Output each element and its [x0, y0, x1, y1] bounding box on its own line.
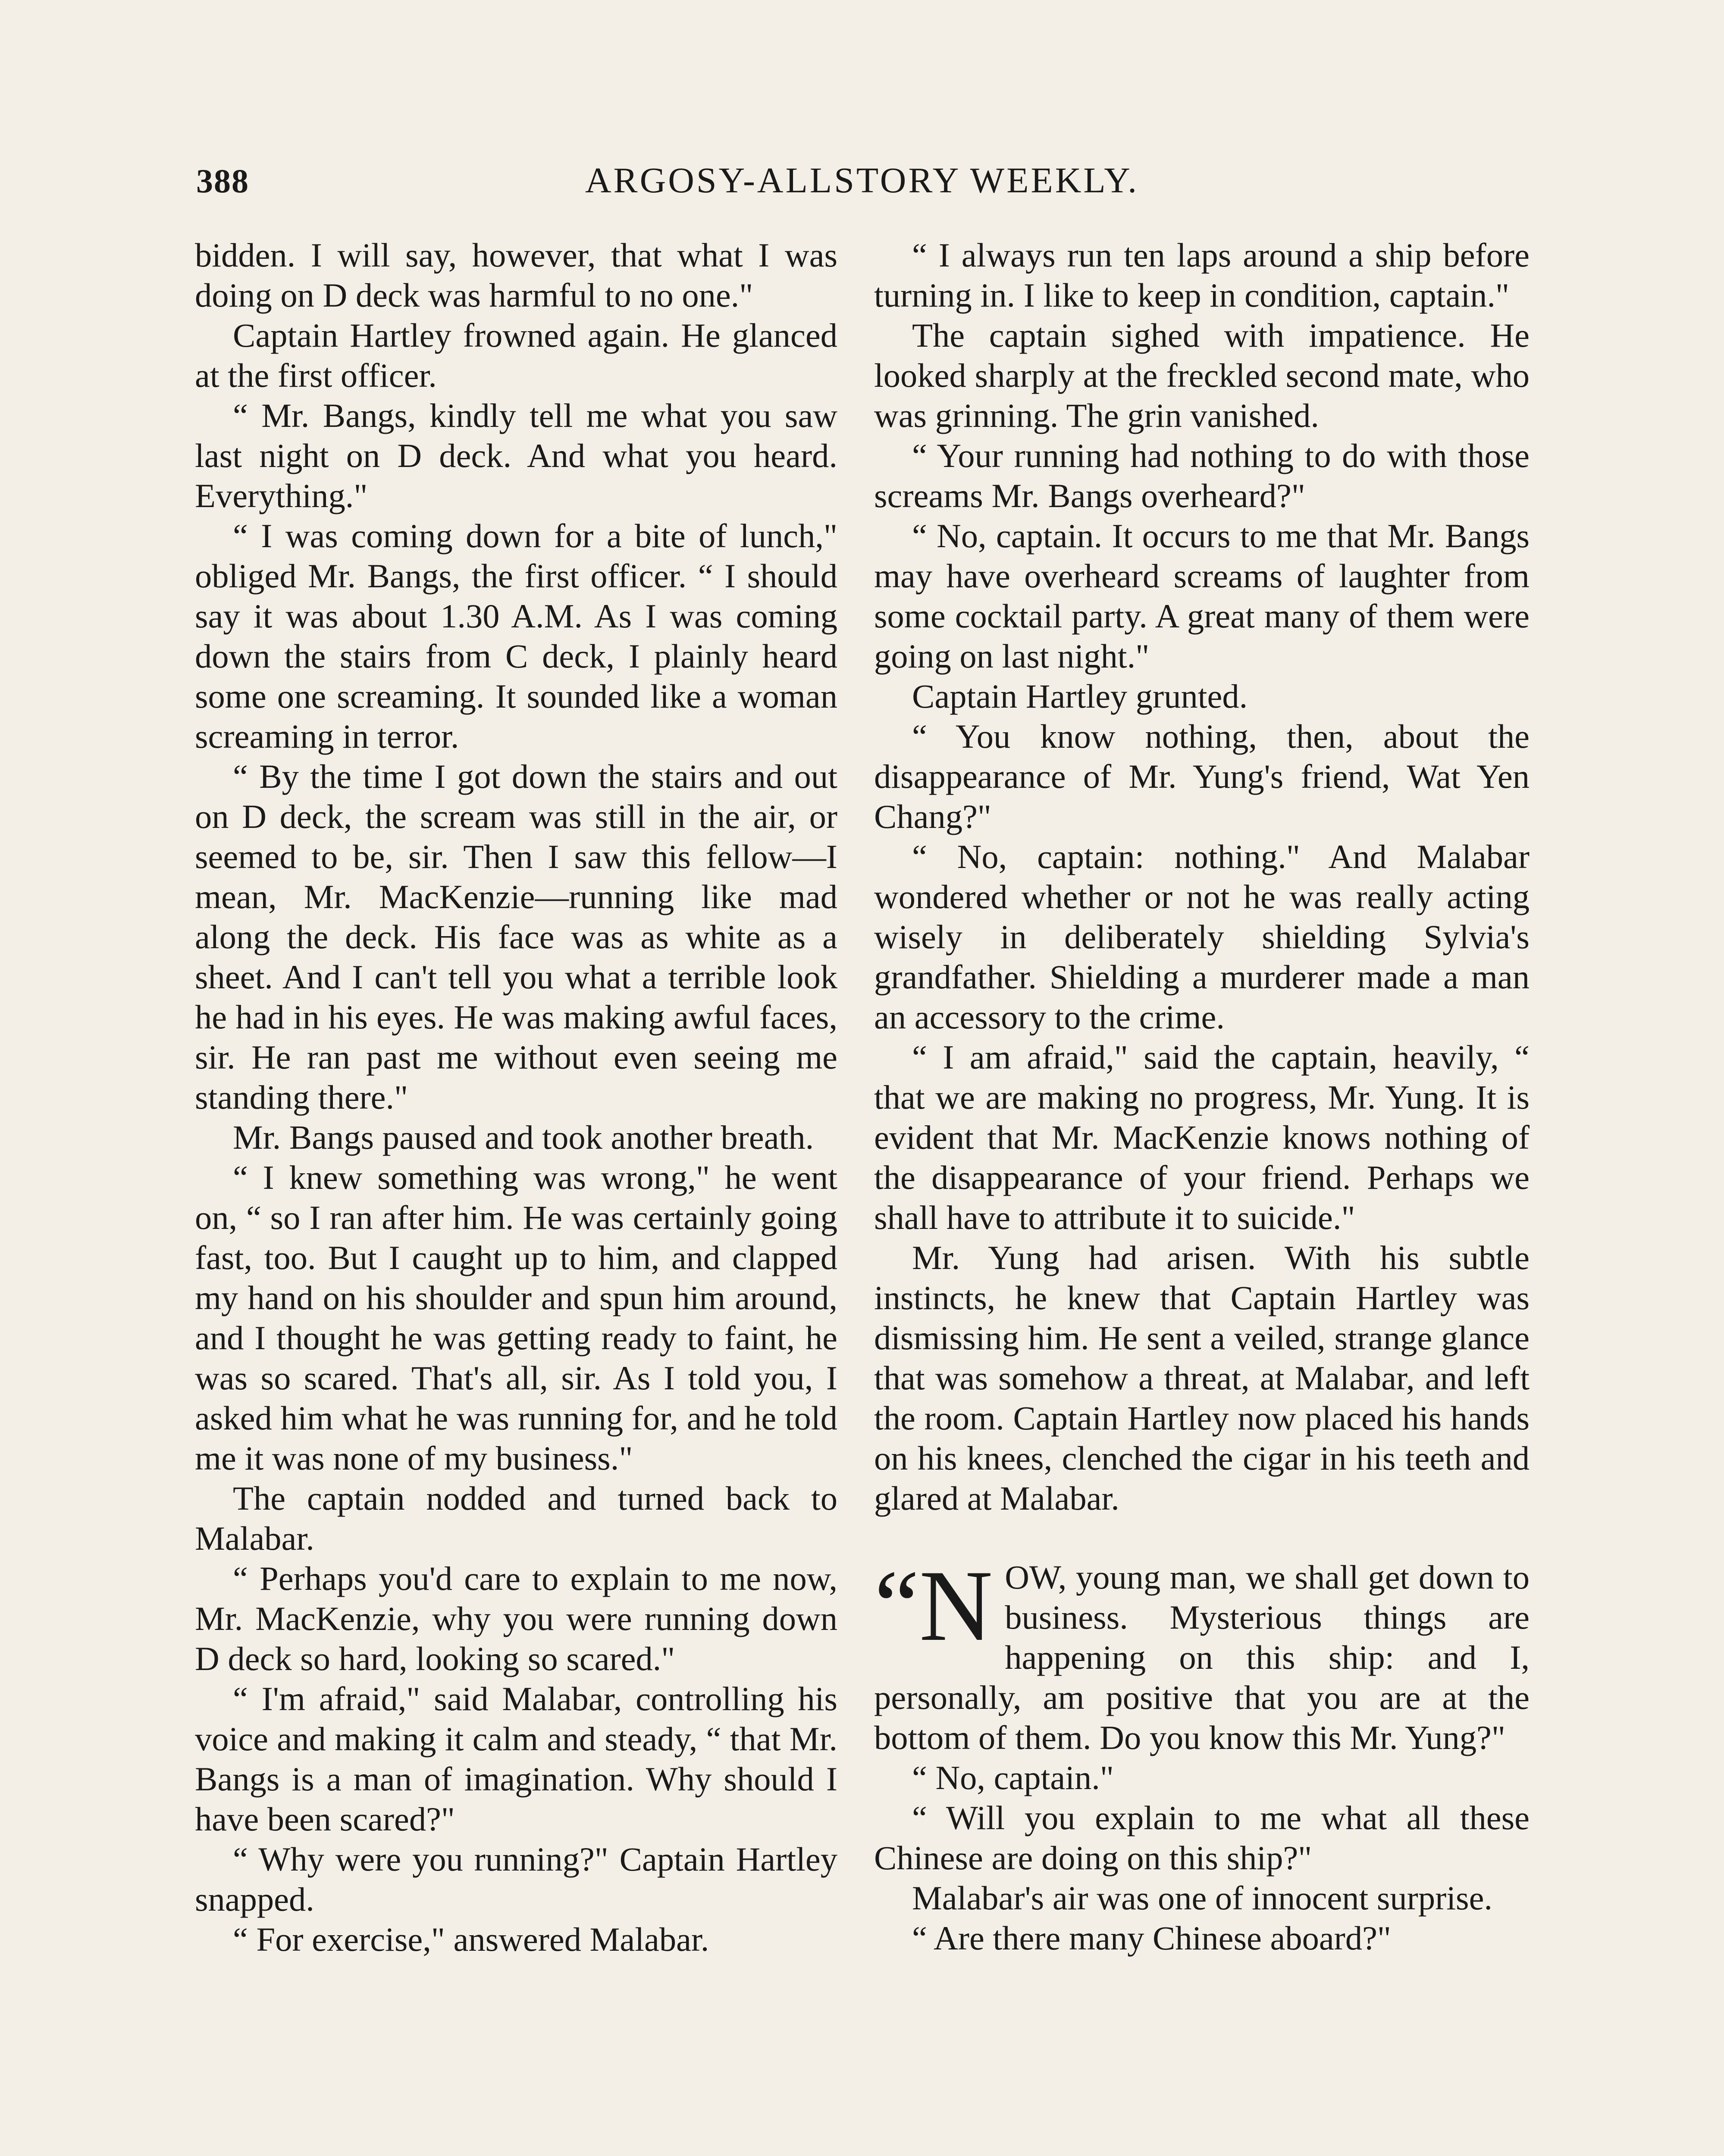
- paragraph: “ I was coming down for a bite of lunch," obliged Mr. Bangs, the first officer. “ I should say it was about 1.30 A.M. As I was coming down the stairs from C deck, I plainly heard some one screaming. It sounded like a woman screaming in terror.: [195, 517, 837, 755]
- dropcap-paragraph-text: OW, young man, we shall get down to business. Mysterious things are happening on this ship: and I, personally, am positive that you are at the bottom of them. Do you know this Mr. Yung?": [874, 1558, 1530, 1756]
- drop-cap-letter: N: [919, 1550, 993, 1662]
- paragraph: “ Are there many Chinese aboard?": [912, 1919, 1391, 1957]
- paragraph: Mr. Bangs paused and took another breath.: [233, 1119, 814, 1156]
- paragraph: Mr. Yung had arisen. With his subtle instincts, he knew that Captain Hartley was dismissing him. He sent a veiled, strange glance that was somehow a threat, at Malabar, and left the room. Captain Hartley now placed his hands on his knees, clenched the cigar in his teeth and glared at Malabar.: [874, 1239, 1530, 1517]
- left-column: [195, 235, 837, 2156]
- paragraph: “ You know nothing, then, about the disappearance of Mr. Yung's friend, Wat Yen Chang?": [874, 718, 1530, 835]
- paragraph: “ I knew something was wrong," he went on, “ so I ran after him. He was certainly going fast, too. But I caught up to him, and clapped my hand on his shoulder and spun him around, and I thought he was getting ready to faint, he was so scared. That's all, sir. As I told you, I asked him what he was running for, and he told me it was none of my business.": [195, 1159, 837, 1477]
- page-number: 388: [196, 162, 249, 200]
- paragraph: “ Why were you running?" Captain Hartley snapped.: [195, 1840, 837, 1918]
- paragraph: Captain Hartley grunted.: [912, 677, 1248, 715]
- paragraph: “ No, captain. It occurs to me that Mr. Bangs may have overheard screams of laughter from some cocktail party. A great many of them were going on last night.": [874, 517, 1530, 675]
- drop-cap: [874, 1550, 993, 1662]
- paragraph: “ No, captain.": [912, 1759, 1114, 1796]
- paragraph: The captain sighed with impatience. He looked sharply at the freckled second mate, who was grinning. The grin vanished.: [874, 317, 1530, 434]
- paragraph: “ By the time I got down the stairs and out on D deck, the scream was still in the air, or seemed to be, sir. Then I saw this fellow—I mean, Mr. MacKenzie—running like mad along the deck. His face was as white as a sheet. And I can't tell you what a terrible look he had in his eyes. He was making awful faces, sir. He ran past me without even seeing me standing there.": [195, 758, 837, 1116]
- dropcap-paragraph: [874, 1550, 1530, 1758]
- paragraph: Malabar's air was one of innocent surprise.: [912, 1879, 1493, 1917]
- paragraph: “ Your running had nothing to do with those screams Mr. Bangs overheard?": [874, 437, 1530, 514]
- paragraph: The captain nodded and turned back to Malabar.: [195, 1479, 837, 1557]
- right-column: [874, 235, 1530, 2156]
- paragraph: Captain Hartley frowned again. He glanced at the first officer.: [195, 317, 837, 394]
- paragraph: “ Perhaps you'd care to explain to me now, Mr. MacKenzie, why you were running down D deck so hard, looking so scared.": [195, 1560, 837, 1677]
- paragraph: “ No, captain: nothing." And Malabar wondered whether or not he was really acting wisely in deliberately shielding Sylvia's grandfather. Shielding a murderer made a man an accessory to the crime.: [874, 838, 1530, 1036]
- paragraph: “ I am afraid," said the captain, heavily, “ that we are making no progress, Mr. Yung. It is evident that Mr. MacKenzie knows nothing of the disappearance of your friend. Perhaps we shall have to attribute it to suicide.": [874, 1038, 1530, 1236]
- paragraph: “ Will you explain to me what all these Chinese are doing on this ship?": [874, 1799, 1530, 1877]
- paragraph: “ Mr. Bangs, kindly tell me what you saw last night on D deck. And what you heard. Everything.": [195, 397, 837, 514]
- drop-cap-quote: “: [874, 1550, 919, 1662]
- paragraph: “ I always run ten laps around a ship before turning in. I like to keep in condition, captain.": [874, 236, 1530, 314]
- running-title: ARGOSY-ALLSTORY WEEKLY.: [585, 160, 1139, 201]
- paragraph: “ I'm afraid," said Malabar, controlling his voice and making it calm and steady, “ that Mr. Bangs is a man of imagination. Why should I have been scared?": [195, 1680, 837, 1838]
- paragraph: bidden. I will say, however, that what I was doing on D deck was harmful to no one.": [195, 236, 837, 314]
- paragraph: “ For exercise," answered Malabar.: [233, 1921, 709, 1958]
